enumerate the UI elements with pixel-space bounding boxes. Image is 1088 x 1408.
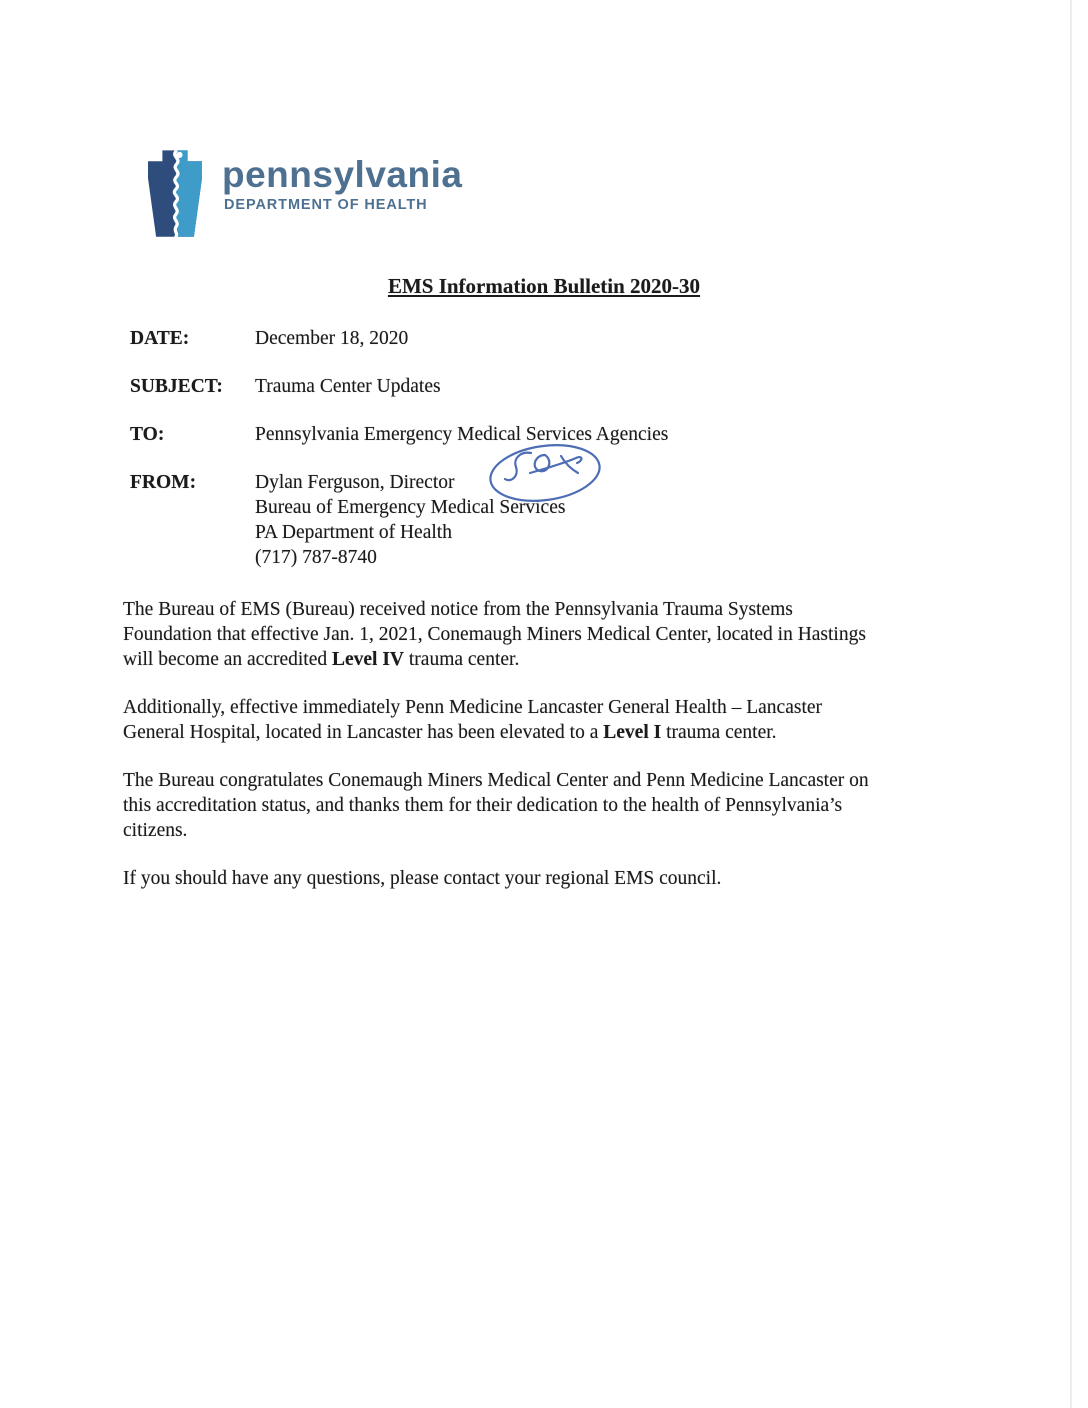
subject-value: Trauma Center Updates [255,376,441,397]
text-line [123,597,1003,622]
text-segment: trauma center. [404,649,520,670]
text-line [123,647,1003,672]
text-segment: General Hospital, located in Lancaster has been elevated to a [123,722,604,743]
text-segment: The Bureau of EMS (Bureau) received notice from the Pennsylvania Trauma Systems [123,599,793,620]
text-line [123,768,1003,793]
logo-tagline: DEPARTMENT OF HEALTH [224,197,428,213]
from-line: PA Department of Health [255,522,452,543]
text-segment: If you should have any questions, please contact your regional EMS council. [123,868,722,889]
text-segment: Additionally, effective immediately Penn Medicine Lancaster General Health – Lancaster [123,697,823,718]
signature-initials-icon [486,442,604,508]
text-segment-bold: Level IV [331,649,405,670]
from-line: Bureau of Emergency Medical Services [255,497,566,518]
text-line [123,818,1003,843]
body-paragraph [123,866,1003,891]
text-segment-bold: Level I [603,722,662,743]
to-label: TO: [130,424,165,445]
text-line [123,793,1003,818]
keystone-caduceus-icon [130,148,220,241]
text-line [123,695,1003,720]
from-line: (717) 787-8740 [255,547,377,568]
from-line: Dylan Ferguson, Director [255,472,455,493]
text-segment: will become an accredited [123,649,332,670]
body-paragraph [123,695,1003,745]
text-line [123,622,1003,647]
text-segment: citizens. [123,820,188,841]
text-segment: Foundation that effective Jan. 1, 2021, Conemaugh Miners Medical Center, located in Hastings [123,624,866,645]
date-label: DATE: [130,328,190,349]
text-segment: trauma center. [661,722,777,743]
text-segment: this accreditation status, and thanks them for their dedication to the health of Pennsylvania’s [123,795,843,816]
body-paragraph [123,768,1003,843]
text-segment: The Bureau congratulates Conemaugh Miners Medical Center and Penn Medicine Lancaster on [123,770,869,791]
bulletin-title: EMS Information Bulletin 2020-30 [387,274,701,298]
pa-doh-logo [130,148,470,243]
subject-label: SUBJECT: [130,376,223,397]
date-value: December 18, 2020 [255,328,409,349]
body-paragraph [123,597,1003,672]
scanner-artifact-line [1070,0,1072,1408]
text-line [123,720,1003,745]
text-line [123,866,1003,891]
body-text [123,597,1003,914]
from-label: FROM: [130,472,197,493]
to-value: Pennsylvania Emergency Medical Services Agencies [255,424,669,445]
logo-wordmark: pennsylvania [222,154,463,195]
